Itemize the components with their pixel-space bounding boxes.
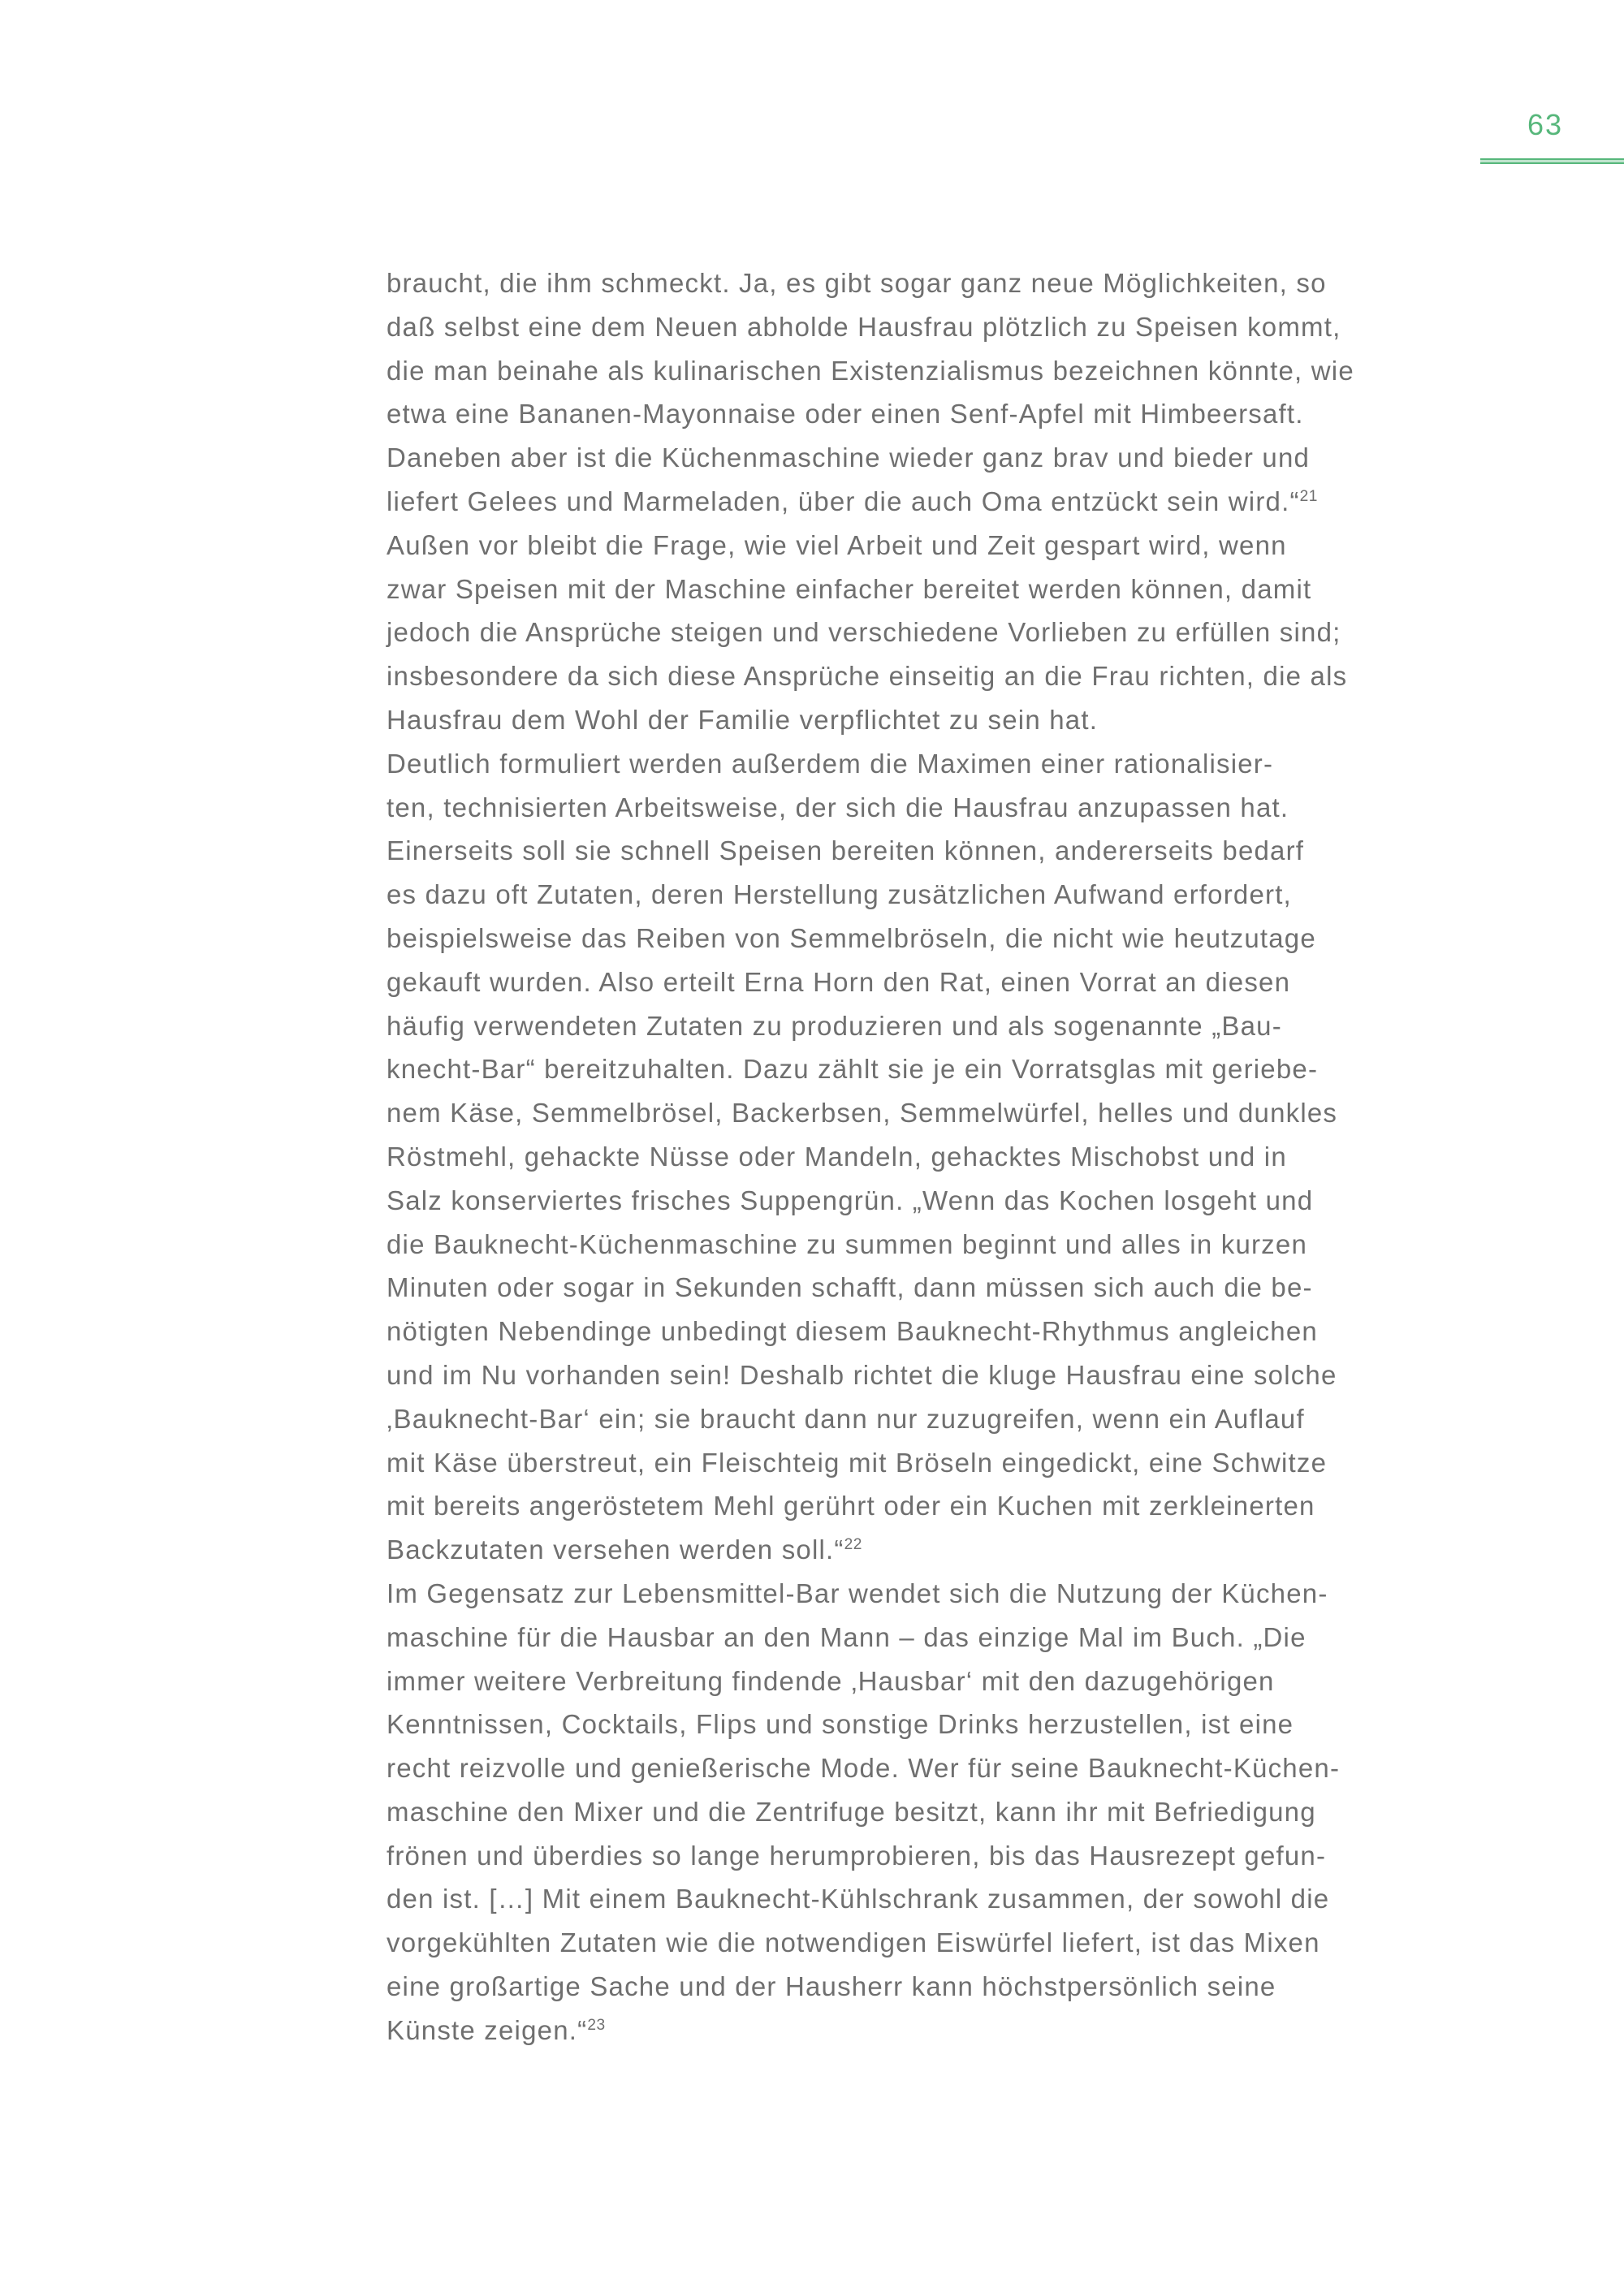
text-line: etwa eine Bananen-Mayonnaise oder einen Senf-Apfel mit Himbeersaft. <box>387 399 1304 429</box>
text-line: eine großartige Sache und der Hausherr kann höchstpersönlich seine <box>387 1971 1276 2002</box>
text-line: ‚Bauknecht-Bar‘ ein; sie braucht dann nur zuzugreifen, wenn ein Auflauf <box>387 1403 1305 1434</box>
text-line: maschine für die Hausbar an den Mann – das einzige Mal im Buch. „Die <box>387 1621 1307 1652</box>
page-number: 63 <box>1527 108 1564 141</box>
text-line: Außen vor bleibt die Frage, wie viel Arbeit und Zeit gespart wird, wenn <box>387 529 1287 560</box>
text-line: gekauft wurden. Also erteilt Erna Horn den Rat, einen Vorrat an diesen <box>387 966 1291 997</box>
footnote-reference: 23 <box>587 2016 606 2034</box>
text-line: knecht-Bar“ bereitzuhalten. Dazu zählt sie je ein Vorratsglas mit geriebe- <box>387 1054 1319 1085</box>
text-line: häufig verwendeten Zutaten zu produzieren und als sogenannte „Bau- <box>387 1010 1282 1041</box>
text-line: zwar Speisen mit der Maschine einfacher bereitet werden können, damit <box>387 573 1312 604</box>
text-line: frönen und überdies so lange herumprobieren, bis das Hausrezept gefun- <box>387 1840 1327 1871</box>
text-line: beispielsweise das Reiben von Semmelbröseln, die nicht wie heutzutage <box>387 922 1316 953</box>
page-header-rule <box>1480 158 1624 164</box>
text-line: Einerseits soll sie schnell Speisen bereiten können, andererseits bedarf <box>387 835 1305 866</box>
text-line: es dazu oft Zutaten, deren Herstellung zusätzlichen Aufwand erfordert, <box>387 879 1292 910</box>
text-line: und im Nu vorhanden sein! Deshalb richtet die kluge Hausfrau eine solche <box>387 1359 1337 1390</box>
text-line: Backzutaten versehen werden soll.“$^{22}$ <box>387 1534 862 1565</box>
text-line: die Bauknecht-Küchenmaschine zu summen beginnt und alles in kurzen <box>387 1228 1307 1259</box>
text-line: den ist. […] Mit einem Bauknecht-Kühlschrank zusammen, der sowohl die <box>387 1884 1330 1914</box>
text-line: liefert Gelees und Marmeladen, über die auch Oma entzückt sein wird.“$^{21}$ <box>387 486 1318 516</box>
text-line: Deutlich formuliert werden außerdem die Maximen einer rationalisier- <box>387 748 1274 779</box>
text-line: daß selbst eine dem Neuen abholde Hausfrau plötzlich zu Speisen kommt, <box>387 311 1341 342</box>
text-line: jedoch die Ansprüche steigen und verschiedene Vorlieben zu erfüllen sind; <box>387 617 1341 648</box>
text-line: Röstmehl, gehackte Nüsse oder Mandeln, gehacktes Mischobst und in <box>387 1141 1287 1172</box>
text-line: immer weitere Verbreitung findende ‚Hausbar‘ mit den dazugehörigen <box>387 1665 1275 1696</box>
text-line: die man beinahe als kulinarischen Existenzialismus bezeichnen könnte, wie <box>387 355 1354 386</box>
text-line: insbesondere da sich diese Ansprüche einseitig an die Frau richten, die als <box>387 661 1348 692</box>
text-line: braucht, die ihm schmeckt. Ja, es gibt sogar ganz neue Möglichkeiten, so <box>387 268 1327 298</box>
text-line: nem Käse, Semmelbrösel, Backerbsen, Semmelwürfel, helles und dunkles <box>387 1098 1338 1129</box>
text-line: maschine den Mixer und die Zentrifuge besitzt, kann ihr mit Befriedigung <box>387 1796 1316 1827</box>
text-line: Kenntnissen, Cocktails, Flips und sonstige Drinks herzustellen, ist eine <box>387 1709 1294 1740</box>
text-line: Salz konserviertes frisches Suppengrün. „Wenn das Kochen losgeht und <box>387 1185 1314 1215</box>
text-line: Daneben aber ist die Küchenmaschine wieder ganz brav und bieder und <box>387 442 1311 473</box>
text-line: vorgekühlten Zutaten wie die notwendigen Eiswürfel liefert, ist das Mixen <box>387 1927 1320 1958</box>
text-line: Im Gegensatz zur Lebensmittel-Bar wendet sich die Nutzung der Küchen- <box>387 1578 1328 1608</box>
text-line: recht reizvolle und genießerische Mode. Wer für seine Bauknecht-Küchen- <box>387 1753 1341 1784</box>
text-line: ten, technisierten Arbeitsweise, der sich die Hausfrau anzupassen hat. <box>387 792 1289 822</box>
text-line: mit bereits angeröstetem Mehl gerührt oder ein Kuchen mit zerkleinerten <box>387 1491 1315 1522</box>
text-line: Hausfrau dem Wohl der Familie verpflichtet zu sein hat. <box>387 704 1099 735</box>
text-line: mit Käse überstreut, ein Fleischteig mit Bröseln eingedickt, eine Schwitze <box>387 1447 1328 1478</box>
body-text <box>387 261 1540 2052</box>
text-line: nötigten Nebendinge unbedingt diesem Bauknecht-Rhythmus angleichen <box>387 1316 1318 1347</box>
footnote-reference: 21 <box>1299 487 1318 505</box>
text-line: Künste zeigen.“$^{23}$ <box>387 2014 606 2045</box>
text-line: Minuten oder sogar in Sekunden schafft, dann müssen sich auch die be- <box>387 1272 1313 1303</box>
footnote-reference: 22 <box>844 1536 862 1554</box>
